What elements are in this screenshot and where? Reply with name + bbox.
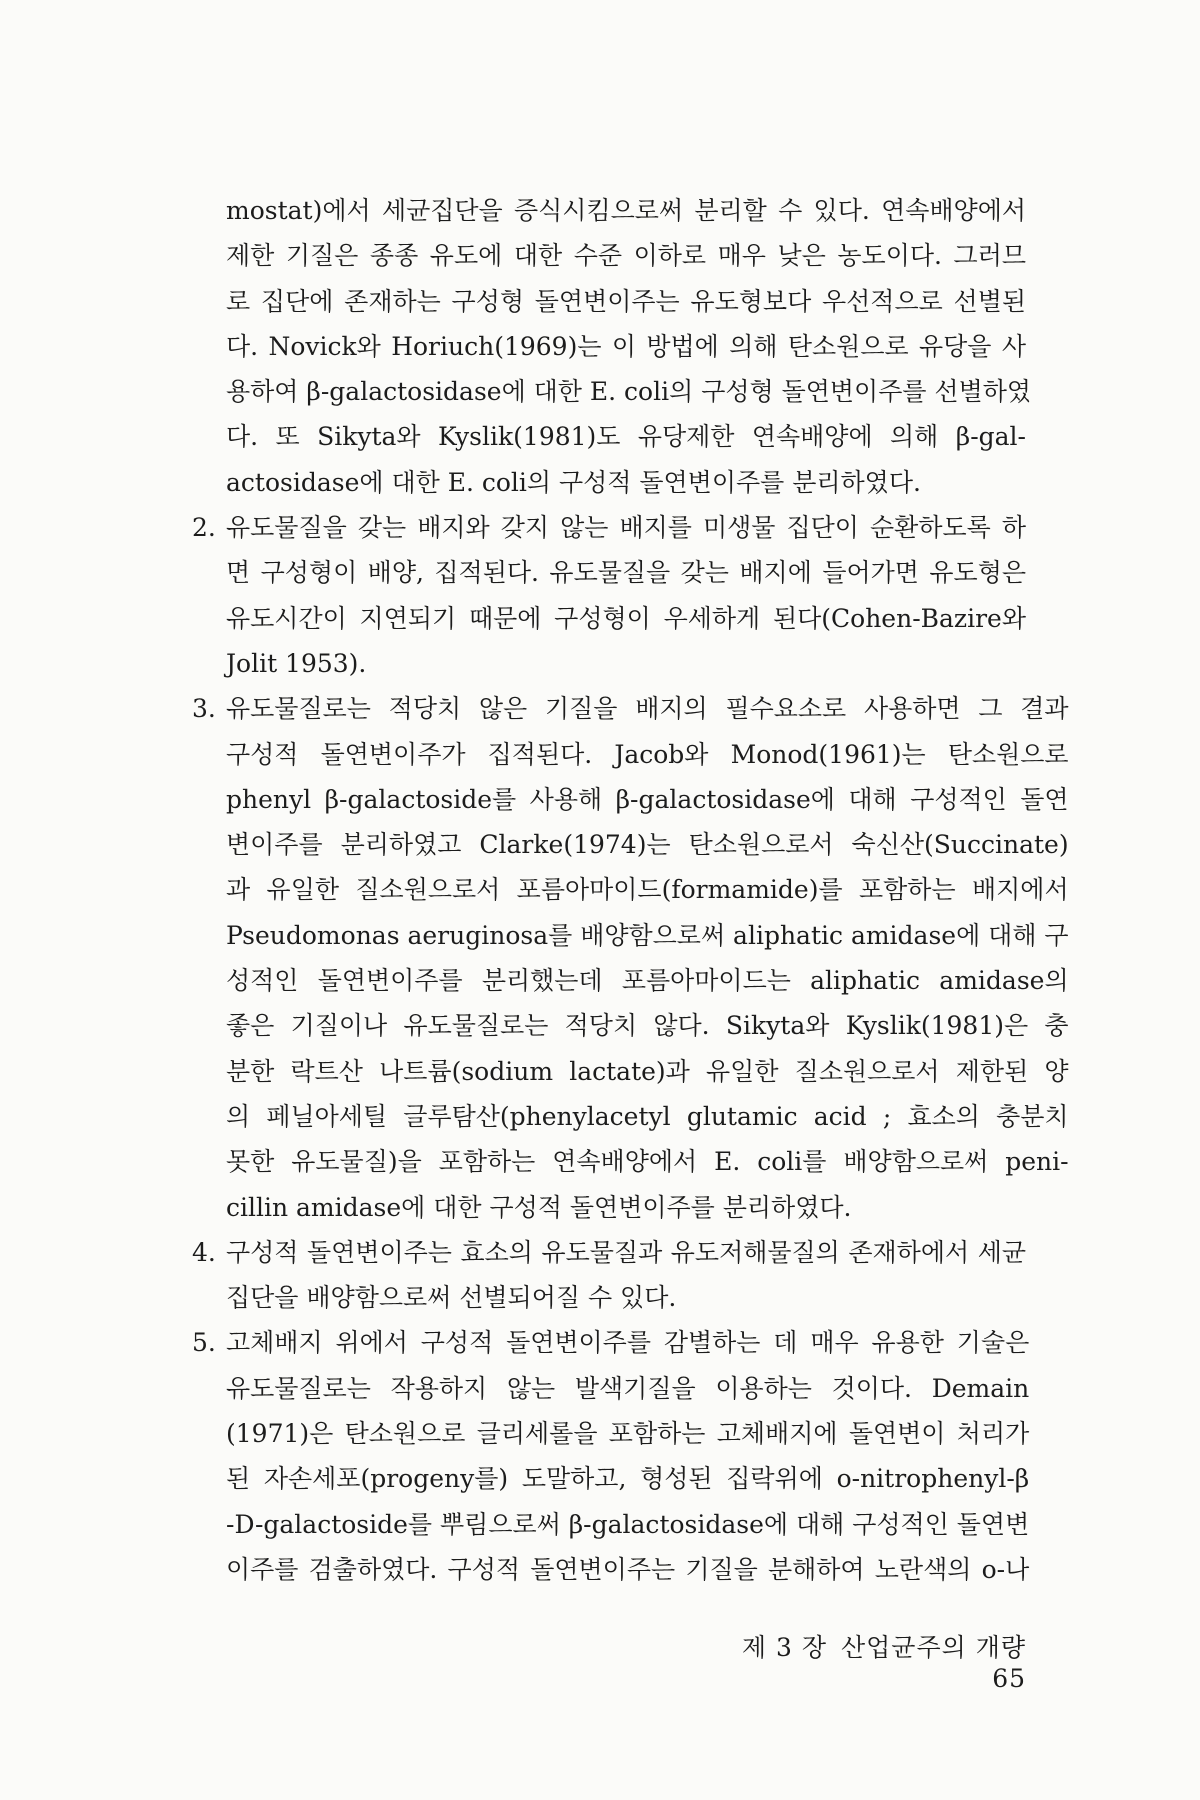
item-text — [226, 505, 1026, 686]
text-line: 된 자손세포(progeny를) 도말하고, 형성된 집락위에 o-nitrophenyl-β — [226, 1464, 1030, 1494]
text-line: actosidase에 대한 E. coli의 구성적 돌연변이주를 분리하였다. — [226, 467, 921, 497]
text-line: 유도시간이 지연되기 때문에 구성형이 우세하게 된다(Cohen-Bazire와 — [226, 603, 1026, 633]
text-line: 유도물질로는 작용하지 않는 발색기질을 이용하는 것이다. Demain — [226, 1373, 1030, 1403]
text-line: 구성적 돌연변이주가 집적된다. Jacob와 Monod(1961)는 탄소원으로 — [226, 739, 1069, 769]
item-text — [226, 1230, 1026, 1321]
text-line: 분한 락트산 나트륨(sodium lactate)과 유일한 질소원으로서 제한된 양 — [226, 1056, 1069, 1086]
page-body — [192, 188, 1069, 1592]
text-line: 좋은 기질이나 유도물질로는 적당치 않다. Sikyta와 Kyslik(1981)은 충 — [226, 1011, 1069, 1041]
text-line: cillin amidase에 대한 구성적 돌연변이주를 분리하였다. — [226, 1192, 852, 1222]
list-item-2 — [192, 505, 1026, 686]
item-number: 5. — [192, 1328, 216, 1358]
text-line: 유도물질을 갖는 배지와 갖지 않는 배지를 미생물 집단이 순환하도록 하 — [226, 513, 1026, 543]
text-line: 의 페닐아세틸 글루탐산(phenylacetyl glutamic acid ; 효소의 충분치 — [226, 1101, 1069, 1131]
text-line: Pseudomonas aeruginosa를 배양함으로써 aliphatic amidase에 대해 구 — [226, 920, 1069, 950]
text-line: -D-galactoside를 뿌림으로써 β-galactosidase에 대해 구성적인 돌연변 — [226, 1509, 1030, 1539]
text-line: 이주를 검출하였다. 구성적 돌연변이주는 기질을 분해하여 노란색의 o-나 — [226, 1554, 1030, 1584]
item-text — [226, 686, 1069, 1230]
item-text — [226, 1320, 1029, 1592]
text-line: 성적인 돌연변이주를 분리했는데 포름아마이드는 aliphatic amidase의 — [226, 966, 1069, 996]
chapter-title: 산업균주의 개량 — [841, 1633, 1026, 1662]
text-line: (1971)은 탄소원으로 글리세롤을 포함하는 고체배지에 돌연변이 처리가 — [226, 1419, 1030, 1449]
chapter-label: 제 3 장 — [741, 1633, 827, 1662]
intro-paragraph — [226, 188, 1032, 505]
text-line: 용하여 β-galactosidase에 대한 E. coli의 구성형 돌연변이주를 선별하였 — [226, 377, 1032, 407]
text-line: 과 유일한 질소원으로서 포름아마이드(formamide)를 포함하는 배지에서 — [226, 875, 1069, 905]
item-number: 3. — [192, 694, 216, 724]
text-line: 제한 기질은 종종 유도에 대한 수준 이하로 매우 낮은 농도이다. 그러므 — [226, 241, 1026, 271]
text-line: 집단을 배양함으로써 선별되어질 수 있다. — [226, 1283, 677, 1313]
text-line: 로 집단에 존재하는 구성형 돌연변이주는 유도형보다 우선적으로 선별된 — [226, 286, 1026, 316]
text-line: 다. 또 Sikyta와 Kyslik(1981)도 유당제한 연속배양에 의해 β-gal- — [226, 422, 1026, 452]
text-line: 구성적 돌연변이주는 효소의 유도물질과 유도저해물질의 존재하에서 세균 — [226, 1237, 1026, 1267]
text-line: 다. Novick와 Horiuch(1969)는 이 방법에 의해 탄소원으로 유당을 사 — [226, 331, 1026, 361]
item-number: 2. — [192, 513, 216, 543]
text-line: 못한 유도물질)을 포함하는 연속배양에서 E. coli를 배양함으로써 peni- — [226, 1147, 1069, 1177]
text-line: Jolit 1953). — [226, 648, 367, 678]
text-line: 면 구성형이 배양, 집적된다. 유도물질을 갖는 배지에 들어가면 유도형은 — [226, 558, 1026, 588]
text-line: mostat)에서 세균집단을 증식시킴으로써 분리할 수 있다. 연속배양에서 — [226, 196, 1026, 225]
text-line: 변이주를 분리하였고 Clarke(1974)는 탄소원으로서 숙신산(Succinate) — [226, 830, 1069, 860]
text-line: 유도물질로는 적당치 않은 기질을 배지의 필수요소로 사용하면 그 결과 — [226, 694, 1069, 724]
item-number: 4. — [192, 1237, 216, 1267]
page-number: 65 — [992, 1664, 1026, 1693]
text-line: phenyl β-galactoside를 사용해 β-galactosidase에 대해 구성적인 돌연 — [226, 784, 1069, 814]
text-line: 고체배지 위에서 구성적 돌연변이주를 감별하는 데 매우 유용한 기술은 — [226, 1328, 1030, 1358]
list-item-3 — [192, 686, 1069, 1230]
page-footer — [712, 1628, 1026, 1693]
list-item-4 — [192, 1230, 1026, 1321]
list-item-5 — [192, 1320, 1030, 1592]
